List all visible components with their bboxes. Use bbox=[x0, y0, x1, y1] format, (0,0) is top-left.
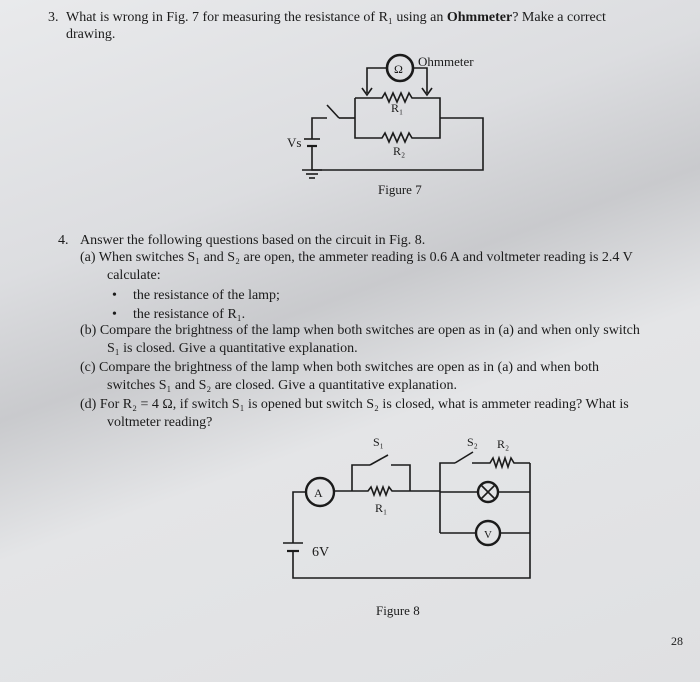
ohm-symbol: Ω bbox=[394, 62, 403, 76]
q4b-line2: S₁ is closed. Give a quantitative explanation. bbox=[107, 341, 358, 356]
s1-switch bbox=[370, 455, 388, 465]
fig8-r2-label: R₂ bbox=[497, 437, 510, 451]
battery-label: 6V bbox=[312, 545, 330, 560]
q4c-line2: switches S₁ and S₂ are closed. Give a quantitative explanation. bbox=[107, 378, 457, 393]
q3-line1-end: ? Make a correct bbox=[512, 10, 606, 25]
voltmeter-symbol: V bbox=[484, 529, 492, 541]
q4a-line2: calculate: bbox=[107, 268, 161, 283]
ohmmeter-label: Ohmmeter bbox=[418, 54, 474, 69]
page-number: 28 bbox=[671, 634, 683, 648]
bullet-icon: • bbox=[112, 307, 117, 322]
fig8-r1-label: R₁ bbox=[375, 501, 388, 515]
q4a-bullet2: the resistance of R₁. bbox=[133, 307, 246, 322]
s2-label: S₂ bbox=[467, 435, 478, 449]
figure-8-caption: Figure 8 bbox=[376, 603, 420, 618]
fig7-r1-label: R₁ bbox=[391, 101, 404, 115]
q4-number: 4. bbox=[58, 233, 69, 248]
s1-label: S₁ bbox=[373, 435, 384, 449]
figure-7-caption: Figure 7 bbox=[378, 182, 422, 197]
fig7-vs-label: Vs bbox=[287, 135, 302, 150]
q3-number: 3. bbox=[48, 10, 59, 25]
r1-resistor bbox=[334, 487, 440, 495]
q4c-line1: (c) Compare the brightness of the lamp when both switches are open as in (a) and when both bbox=[80, 360, 600, 375]
s2-switch bbox=[455, 452, 473, 463]
r2-resistor bbox=[472, 458, 530, 467]
ammeter-symbol: A bbox=[314, 486, 323, 500]
q3-line2: drawing. bbox=[66, 27, 116, 42]
q4d-line1: (d) For R₂ = 4 Ω, if switch S₁ is opened but switch S₂ is closed, what is ammeter reading? What is bbox=[80, 397, 629, 412]
q4a-bullet1: the resistance of the lamp; bbox=[133, 288, 280, 303]
q4a-line1: (a) When switches S₁ and S₂ are open, the ammeter reading is 0.6 A and voltmeter reading is 2.4 V bbox=[80, 250, 633, 265]
fig7-r2-label: R₂ bbox=[393, 144, 406, 158]
q4-intro: Answer the following questions based on the circuit in Fig. 8. bbox=[80, 233, 426, 248]
q4b-line1: (b) Compare the brightness of the lamp when both switches are open as in (a) and when only switch bbox=[80, 323, 640, 338]
q4d-line2: voltmeter reading? bbox=[107, 415, 213, 430]
q3-line1: What is wrong in Fig. 7 for measuring the resistance of R₁ using an bbox=[66, 10, 444, 25]
bullet-icon: • bbox=[112, 288, 117, 303]
q3-bold: Ohmmeter bbox=[446, 10, 513, 25]
